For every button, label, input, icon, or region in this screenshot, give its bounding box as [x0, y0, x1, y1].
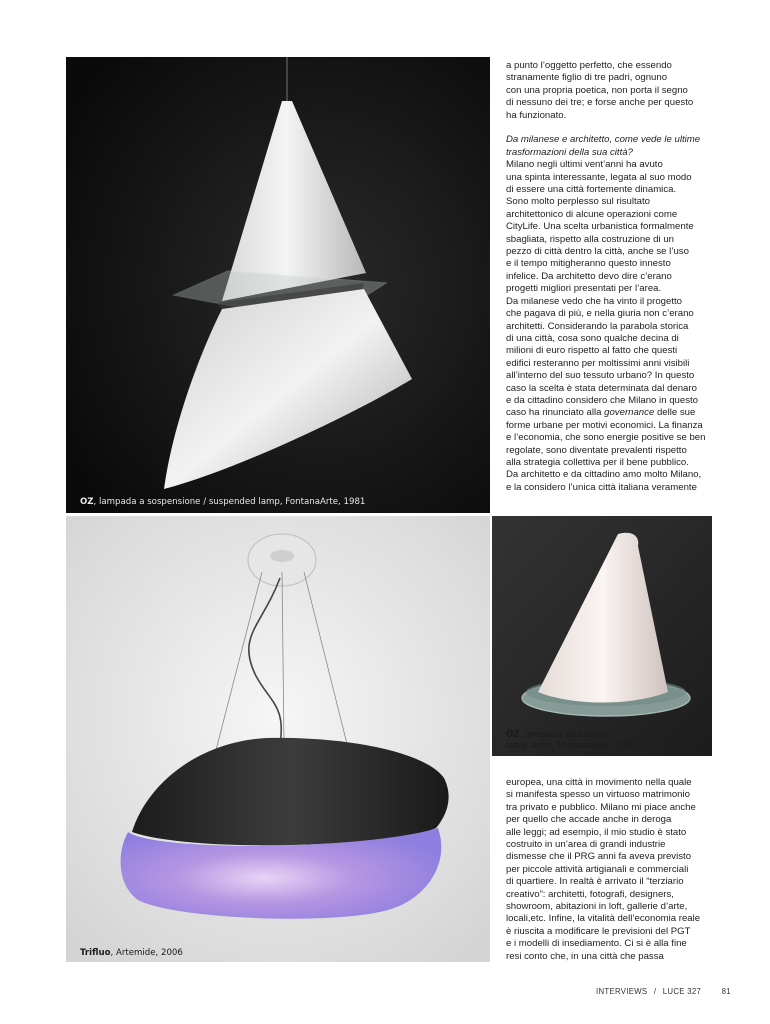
text-line: si manifesta spesso un virtuoso matrimonio — [506, 789, 690, 801]
caption-product-name: OZ — [80, 497, 94, 507]
oz-table-lamp-illustration — [492, 516, 712, 756]
text-line: pezzo di città dentro la città, anche se l’uso — [506, 246, 689, 258]
text-line: è riuscita a modificare le previsioni del PGT — [506, 925, 691, 937]
caption-details-line2: table lamp, FontanaArte, 1981 — [506, 741, 638, 751]
caption-details: , lampada da tavolo / — [519, 730, 611, 740]
text-line: di quartiere. In realtà è arrivato il “terziario — [506, 876, 684, 888]
text-line: resi conto che, in una città che passa — [506, 950, 664, 962]
text-line: a punto l’oggetto perfetto, che essendo — [506, 60, 672, 71]
text-line: sbagliata, rispetto alla costruzione di un — [506, 233, 674, 245]
text-line: Da architetto e da cittadino amo molto Milano, — [506, 469, 702, 481]
text-line: e la considero l’unica città italiana veramente — [506, 481, 697, 493]
text-line: costruito in un’area di grandi industrie — [506, 839, 666, 851]
text-line: e da cittadino considero che Milano in questo — [506, 394, 698, 406]
text-line: e i modelli di insediamento. Ci si è alla fine — [506, 938, 687, 950]
text-line: e il tempo mitigheranno questo innesto — [506, 258, 671, 270]
caption-product-name: Trifluo — [80, 948, 111, 958]
text-line: Da milanese vedo che ha vinto il progetto — [506, 295, 682, 307]
text-line: forme urbane per motivi economici. La finanza — [506, 419, 703, 431]
text-line: progetti migliori presentati per l’area. — [506, 283, 662, 295]
photo-caption — [80, 497, 365, 508]
text-line: di una città, cosa sono qualche decina di — [506, 332, 679, 344]
text-line — [506, 407, 718, 419]
text-line: una spinta interessante, legata al suo modo — [506, 171, 692, 183]
text-line: ha funzionato. — [506, 109, 567, 121]
text-line: trasformazioni della sua città? — [506, 146, 633, 158]
text-line: showroom, abitazioni in loft, gallerie d’arte, — [506, 901, 688, 913]
article-text-top — [506, 60, 718, 494]
text-line: CityLife. Una scelta urbanistica formalmente — [506, 221, 694, 233]
caption-product-name: OZ — [506, 730, 520, 740]
text-line: infelice. Da architetto devo dire c’erano — [506, 270, 672, 282]
text-line: architettonico di alcune operazioni come — [506, 208, 678, 220]
text-line: all’interno del suo tessuto urbano? In questo — [506, 370, 695, 382]
trifluo-lamp-illustration — [66, 516, 490, 962]
text-segment: delle sue — [654, 407, 696, 419]
text-line: milioni di euro rispetto al fatto che questi — [506, 345, 678, 357]
text-line: alle leggi; ad esempio, il mio studio è stato — [506, 826, 687, 838]
text-line: dismesse che il PRG anni fa aveva previsto — [506, 851, 692, 863]
text-line: creativo”: architetti, fotografi, designers, — [506, 888, 674, 900]
page-footer — [596, 987, 731, 996]
text-line: architetti. Considerando la parabola storica — [506, 320, 689, 332]
text-line: Da milanese e architetto, come vede le ultime — [506, 134, 701, 146]
text-line: che pagava di più, e nella giuria non c’erano — [506, 308, 694, 320]
footer-separator: / — [653, 987, 657, 996]
text-emphasis: governance — [604, 407, 655, 419]
page-number: 81 — [721, 987, 731, 996]
photo-oz-suspension-lamp — [66, 57, 490, 513]
text-line: per piccole attività artigianali e commerciali — [506, 863, 689, 875]
text-line: e l’economia, che sono energie positive se ben — [506, 432, 706, 444]
text-line: per quello che accade anche in deroga — [506, 814, 672, 826]
photo-trifluo-lamp — [66, 516, 490, 962]
text-line — [506, 122, 718, 134]
article-text-bottom — [506, 777, 718, 963]
text-line: regolate, sono diventate prevalenti rispetto — [506, 444, 687, 456]
caption-details: , lampada a sospensione / suspended lamp, FontanaArte, 1981 — [93, 497, 366, 507]
text-line: europea, una città in movimento nella quale — [506, 777, 692, 788]
text-line: di essere una città fortemente dinamica. — [506, 184, 677, 196]
text-line: alla strategia collettiva per il bene pubblico. — [506, 456, 689, 468]
text-line: locali,etc. Infine, la vitalità dell’economia reale — [506, 913, 701, 925]
text-segment: caso ha rinunciato alla — [506, 407, 605, 419]
text-line: Milano negli ultimi vent’anni ha avuto — [506, 159, 663, 171]
text-line: stranamente figlio di tre padri, ognuno — [506, 72, 668, 84]
text-line: Sono molto perplesso sul risultato — [506, 196, 650, 208]
text-line: edifici resteranno per moltissimi anni visibili — [506, 357, 690, 369]
footer-issue: LUCE 327 — [662, 987, 702, 996]
oz-suspension-lamp-illustration — [66, 57, 490, 513]
photo-caption — [80, 948, 183, 959]
footer-section: INTERVIEWS — [596, 987, 648, 996]
text-line: con una propria poetica, non porta il segno — [506, 84, 688, 96]
text-line: caso la scelta è stata determinata dal denaro — [506, 382, 697, 394]
photo-oz-table-lamp — [492, 516, 712, 756]
text-line: tra privato e pubblico. Milano mi piace anche — [506, 801, 696, 813]
photo-caption — [506, 730, 638, 752]
text-line: di nessuno dei tre; e forse anche per questo — [506, 97, 694, 109]
caption-details: , Artemide, 2006 — [110, 948, 183, 958]
